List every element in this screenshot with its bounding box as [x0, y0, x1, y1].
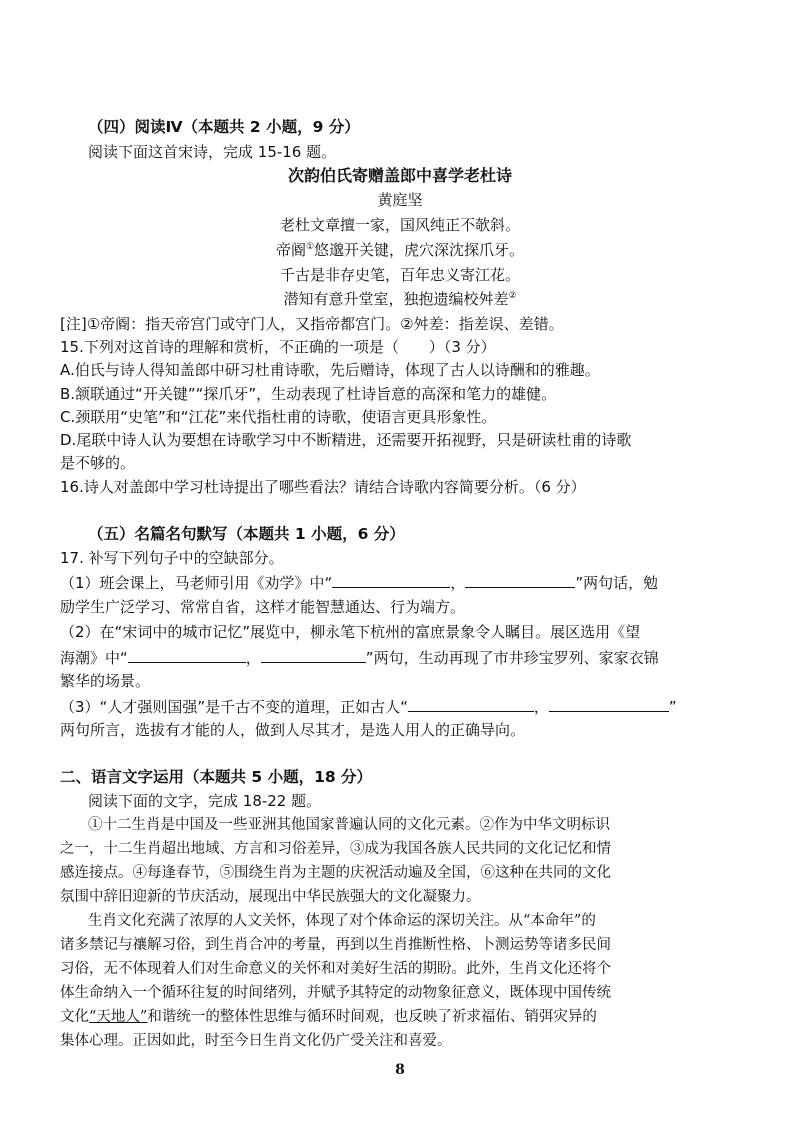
q17-item-2	[60, 646, 659, 669]
q17-item-3	[60, 695, 677, 718]
poem-line-1: 老杜文章擅一家，国风纯正不欹斜。	[279, 216, 520, 234]
q17-item2-text-b: ，	[245, 649, 261, 667]
poem-line-3: 千古是非存史笔，百年忠义寄江花。	[279, 266, 520, 284]
q17-item2-text-a: 海潮》中“	[60, 649, 128, 667]
question-15: 15.下列对这首诗的理解和赏析，不正确的一项是（ ）（3 分）	[60, 338, 496, 356]
answer-blank-5[interactable]	[408, 695, 534, 712]
poem-line-4-text: 潜知有意升堂室，独抱遗编校舛差	[283, 290, 509, 308]
poem-line-2	[0, 239, 800, 261]
passage-para2-line2: 诸多禁记与禳解习俗，到生肖合冲的考量，再到以生肖推断性格、卜测运势等诸多民间	[60, 937, 611, 953]
passage-para2-line5-rest: 和谐统一的整体性思维与循环时间观，也反映了祈求福佑、销弭灾异的	[147, 1009, 597, 1025]
answer-blank-1[interactable]	[332, 571, 450, 588]
q15-option-b: B.颔联通过“开关键”“探爪牙”，生动表现了杜诗旨意的高深和笔力的雄健。	[60, 385, 557, 403]
part2-intro: 阅读下面的文字，完成 18-22 题。	[88, 792, 322, 810]
passage-para2-line4: 体生命纳入一个循环往复的时间绪列，并赋予其特定的动物象征意义，既体现中国传统	[60, 985, 611, 1001]
underlined-phrase: “天地人”	[89, 1009, 148, 1025]
q17-item2-line1: （2）在“宋词中的城市记忆”展览中，柳永笔下杭州的富庶景象令人瞩目。展区选用《望	[60, 623, 641, 641]
q15-option-d-cont: 是不够的。	[60, 454, 136, 472]
part2-heading: 二、语言文字运用（本题共 5 小题，18 分）	[60, 768, 373, 786]
passage-para2-line3: 习俗，无不体现着人们对生命意义的关怀和对美好生活的期盼。此外，生肖文化还将个	[60, 961, 611, 977]
page-number: 8	[395, 1062, 405, 1078]
answer-blank-4[interactable]	[261, 646, 366, 663]
q17-item2-text-c: ”两句，生动再现了市井珍宝罗列、家家衣锦	[365, 649, 659, 667]
poem-line-4	[0, 288, 800, 310]
poem-note: [注]①帝阍：指天帝宫门或守门人，又指帝都宫门。②舛差：指差误、差错。	[60, 315, 564, 333]
answer-blank-6[interactable]	[549, 695, 669, 712]
q17-item3-text-a: （3）“人才强则国强”是千古不变的道理，正如古人“	[60, 698, 408, 716]
section5-heading: （五）名篇名句默写（本题共 1 小题，6 分）	[88, 525, 405, 543]
passage-para2-line5	[60, 1006, 597, 1028]
passage-para1-line2: 之一，十二生肖超出地域、方言和习俗差异，③成为我国各族人民共同的文化记忆和情	[60, 841, 611, 857]
q17-item1-text-c: ”两句话，勉	[575, 574, 659, 592]
question-17: 17. 补写下列句子中的空缺部分。	[60, 549, 284, 567]
q17-item2-line3: 繁华的场景。	[60, 672, 151, 690]
passage-para1-line3: 感连接点。④每逢春节，⑤围绕生肖为主题的庆祝活动遍及全国，⑥这种在共同的文化	[60, 865, 611, 881]
q17-item1-text-b: ，	[450, 574, 466, 592]
passage-para2-line1: 生肖文化充满了浓厚的人文关怀，体现了对个体命运的深切关注。从“本命年”的	[88, 913, 596, 929]
poem-title: 次韵伯氏寄赠盖郎中喜学老杜诗	[287, 166, 512, 185]
q15-option-d: D.尾联中诗人认为要想在诗歌学习中不断精进，还需要开拓视野，只是研读杜甫的诗歌	[60, 431, 632, 449]
q15-option-c: C.颈联用“史笔”和“江花”来代指杜甫的诗歌，使语言更具形象性。	[60, 408, 497, 426]
section4-heading: （四）阅读Ⅳ（本题共 2 小题，9 分）	[88, 118, 360, 136]
answer-blank-2[interactable]	[465, 571, 575, 588]
passage-para1-line4: 氛围中辞旧迎新的节庆活动，展现出中华民族强大的文化凝聚力。	[60, 889, 481, 905]
passage-para1-line1: ①十二生肖是中国及一些亚洲其他国家普遍认同的文化元素。②作为中华文明标识	[88, 817, 610, 833]
q17-item-1	[60, 571, 658, 594]
answer-blank-3[interactable]	[128, 646, 246, 663]
q17-item1-text-a: （1）班会课上，马老师引用《劝学》中“	[60, 574, 333, 592]
q17-item3-line2: 两句所言，选拔有才能的人，做到人尽其才，是选人用人的正确导向。	[60, 721, 526, 739]
poem-line-2-start: 帝阍	[275, 241, 306, 259]
section4-intro: 阅读下面这首宋诗，完成 15-16 题。	[88, 143, 337, 161]
note-marker-1: ①	[305, 242, 315, 252]
poem-line-2-rest: 悠邈开关键，虎穴深沈探爪牙。	[314, 241, 525, 259]
question-16: 16.诗人对盖郎中学习杜诗提出了哪些看法？请结合诗歌内容简要分析。（6 分）	[60, 478, 586, 496]
passage-para2-line5-start: 文化	[60, 1009, 89, 1025]
q15-option-a: A.伯氏与诗人得知盖郎中研习杜甫诗歌，先后赠诗，体现了古人以诗酬和的雅趣。	[60, 361, 600, 379]
q17-item3-text-b: ，	[533, 698, 549, 716]
note-marker-2: ②	[508, 291, 517, 301]
q17-item1-line2: 励学生广泛学习、常常自省，这样才能智慧通达、行为端方。	[60, 598, 466, 616]
passage-para2-line6: 集体心理。正因如此，时至今日生肖文化仍广受关注和喜爱。	[60, 1033, 452, 1049]
poem-author: 黄庭坚	[377, 191, 423, 209]
q17-item3-text-c: ”	[668, 698, 677, 716]
